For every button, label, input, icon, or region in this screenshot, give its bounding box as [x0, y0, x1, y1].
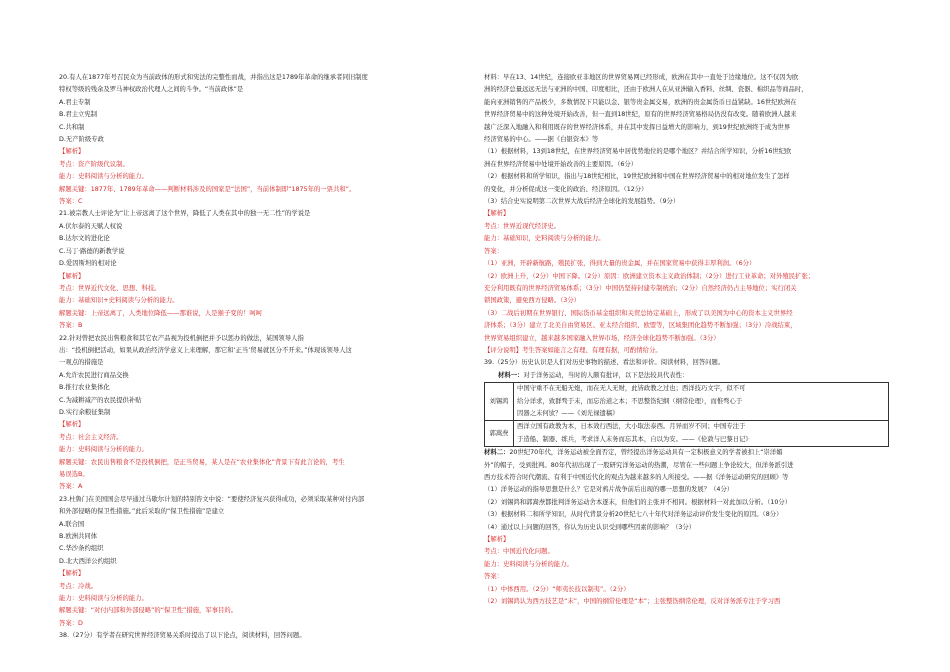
q20-point: 考点：资产阶级代议制。 [59, 160, 129, 168]
q20-analysis-title: 【解析】 [59, 148, 85, 156]
q38-question-line: 洲在世界经济贸易中处境开始改善的主要原因。（6分） [484, 160, 638, 168]
q22-answer: 答案：A [59, 483, 83, 491]
q20-answer: 答案：C [59, 198, 83, 206]
question-22 [59, 333, 471, 494]
q21-solution: 解题关键：上帝远离了，人类地位降低——那谁说，人是猴子变的！呵呵 [59, 309, 263, 317]
material-line: 洲的经济总量远远无法与亚洲的中国、印度相比，还由于欧洲人在从亚洲输入香料、丝绸、瓷器、棉织品等商品时， [484, 86, 808, 94]
q39-material-2 [484, 447, 889, 459]
q21-answer: 答案：B [59, 322, 83, 330]
table-text-line: 因器之末何欤？——《刘光禄遗稿》 [517, 409, 619, 417]
q20-stem-line: 20.有人在1877年号召民众为当前政体的形式和宪法的完整性而战，并指出这是1789年革命的继承者同旧制度 [59, 74, 368, 81]
q38-answer-line: 济体系；（3分）建立了北美自由贸易区、亚太经合组织、欧盟等，区域集团化趋势不断加强；（3分）冷战结束， [484, 322, 797, 330]
q22-stem-line: 一观点的措施是 [59, 359, 104, 367]
q23-analysis-title: 【解析】 [59, 570, 85, 578]
q23-point: 考点：冷战。 [59, 582, 98, 590]
q39-material-table [484, 382, 889, 447]
q21-ability: 能力：基础知识+史料阅读与分析的能力。 [59, 297, 179, 305]
q23-ability: 能力：史料阅读与分析的能力。 [59, 595, 148, 603]
q38-question-line: （3）结合史实说明第二次世界大战后经济全球化的发展趋势。（9分） [484, 198, 680, 206]
table-cell-name: 刘锡鸿 [485, 383, 514, 421]
q39-material-2-line: 20世纪70年代，洋务运动被全面否定，曾经提出洋务运动具有一定积极意义的学者被扣上“崇洋媚 [509, 449, 783, 457]
q39-material-2-line: 外”的帽子，受到批判。80年代初出现了一股研究洋务运动的热潮，尽管在一些问题上争论较大，但洋务派引进 [484, 461, 794, 469]
q23-option-c: C.华沙条约组织 [59, 545, 104, 553]
q38-questions [484, 146, 889, 208]
q23-stem-line: 和外部侵略的保卫性措施。”此后采取的“保卫性措施”是建立 [59, 508, 225, 516]
q39-ability: 能力：史料阅读与分析的能力。 [484, 560, 573, 568]
q39-question-line: （1）洋务运动的指导思想是什么？它是对鸦片战争前后出现的哪一思想的发展？（4分） [484, 486, 734, 494]
q22-analysis-title: 【解析】 [59, 421, 85, 429]
q22-option-b: B.推行农业集体化 [59, 384, 110, 392]
q22-stem-line: 出：“投机倒把活动，如果从政治经济学意义上来理解，那它和‘正当’贸易就区分不开来。”体现该领导人这 [59, 346, 352, 354]
q39-material-1 [484, 370, 889, 382]
table-cell-text [514, 421, 889, 447]
table-row [485, 383, 889, 421]
q38-material [484, 72, 889, 146]
q39-analysis-title: 【解析】 [484, 536, 510, 544]
q39-material-2-title: 材料二： [484, 449, 510, 457]
right-column [484, 72, 889, 608]
material-line: 能向亚洲销售的产品极少，多数情况下只能以金、银等贵金属交易，欧洲的贵金属货币日益紧缺。16世纪欧洲在 [484, 98, 797, 106]
q23-option-d: D.北大西洋公约组织 [59, 557, 117, 565]
q20-option-d: D.无产阶级专政 [59, 136, 104, 144]
q23-stem-line: 23.杜鲁门在美国国会尽早通过马歇尔计划的特别咨文中说：“要使经济复兴获得成功，必须采取某种对付内部 [59, 495, 365, 503]
q21-stem-line: 21.被宗教人士评论为“让上帝远离了这个世界，降低了人类在其中的独一无二性”的学说是 [59, 210, 311, 218]
q38-analysis-title: 【解析】 [484, 210, 510, 218]
q21-option-b: B.达尔文的进化论 [59, 235, 110, 243]
q39-answer-title: 答案： [484, 573, 504, 581]
q39-question-line: （2）刘锡鸿和郭嵩焘都批判洋务运动舍本逐末，但他们的主张并不相同。根据材料一对此加以分析。（10分） [484, 498, 792, 506]
q39-answer-line: （1）中体西用。（2分）“师夷长技以制夷”。（2分） [484, 585, 630, 593]
q39-material-1-title: 材料一： [498, 371, 524, 379]
q38-answer-line: 充分利用既有的世界经济贸易体系；（3分）中国仍坚持封建专制统治；（2分）自然经济仍占主导地位；实行闭关 [484, 284, 797, 292]
q39-question-line: （3）根据材料二和所学知识，从时代背景分析20世纪七八十年代对洋务运动评价发生变化的原因。（8分） [484, 511, 783, 519]
table-row [485, 421, 889, 447]
q22-ability: 能力：史料阅读与分析的能力。 [59, 446, 148, 454]
q38-stem: 38.（27分）有学者在研究世界经济贸易关系时提出了以下论点，阅读材料，回答问题。 [59, 632, 306, 640]
question-21 [59, 208, 471, 332]
q39-answer-line: （2）刘锡鸿认为西方技艺是“末”，中国的纲常伦理是“本”；主张整饬纲常伦理，反对洋务派专注于学习西 [484, 598, 781, 606]
q20-option-a: A.君主专制 [59, 98, 91, 106]
q23-option-a: A.联合国 [59, 520, 85, 528]
table-cell-text [514, 383, 889, 421]
q38-scoring-comment: 【评分说明】考生答案如能言之有理、有理有据，可酌情给分。 [484, 346, 662, 354]
q38-point: 考点：世界近现代经济史。 [484, 222, 561, 230]
q23-answer: 答案：D [59, 619, 83, 627]
question-23 [59, 494, 471, 630]
q22-option-c: C.为减耕减产的农民提供补贴 [59, 396, 142, 404]
q38-answer-title: 答案： [484, 247, 504, 255]
q38-ability: 能力：基础知识，史料阅读与分析的能力。 [484, 235, 605, 243]
q22-solution-line: 解题关键：农民出售粮食不是投机倒把，是正当贸易，某人是在“农业集体化”背景下有此言论的，考生 [59, 458, 345, 466]
q39-question-line: （4）通过以上问题的回答，你认为历史认识受到哪些因素的影响？（3分） [484, 523, 696, 531]
q22-option-a: A.允许农民进行商品交换 [59, 371, 129, 379]
q21-option-c: C.马丁·路德的新教学说 [59, 247, 125, 255]
q38-answer-line: 锁国政策，避免西方侵略。（3分） [484, 297, 581, 305]
q38-question-line: （2）根据材料和所学知识，指出与18世纪相比，19世纪欧洲和中国在世界经济贸易中的相对地位发生了怎样 [484, 173, 790, 181]
q39-stem: 39.（25分）历史认识是人们对历史事物的描述、看法和评价。阅读材料，回答问题。 [484, 359, 725, 367]
q21-point: 考点：世界近代文化、思想、科技。 [59, 284, 161, 292]
q38-analysis [484, 208, 889, 357]
q21-analysis-title: 【解析】 [59, 272, 85, 280]
question-39 [484, 357, 889, 608]
q20-solution: 解题关键：1877年、1789年革命——判断材料涉及的国家是“法国”，当前体制即“1875年的一票共和”。 [59, 185, 356, 193]
q20-option-b: B.君主立宪制 [59, 111, 98, 119]
q20-stem-line: 特权等级的残余及罗马神权政治代理人之间的斗争。“当前政体”是 [59, 86, 244, 94]
question-20 [59, 72, 471, 208]
material-line: 世界经济贸易中的这种处境开始改善，但一直到18世纪，原有的世界经济贸易格局仍没有改变。随着欧洲人越来 [484, 111, 797, 119]
q39-point: 考点：中国近代化问题。 [484, 548, 554, 556]
q38-question-line: （1）根据材料，13到18世纪，在世界经济贸易中居优势地位的是哪个地区？并结合所学知识，分析16世纪欧 [484, 148, 792, 156]
table-text-line: 于造船、制器、练兵，考求洋人末务而忘其本，自以为安。——《伦敦与巴黎日记》 [517, 435, 752, 443]
q38-question-line: 的变化，并分析促成这一变化的政治、经济原因。（12分） [484, 185, 648, 193]
q23-solution: 解题关键：“对付内部和外部侵略”的“保卫性”措施，军事目的。 [59, 607, 238, 615]
q22-option-d: D.实行余粮征集制 [59, 408, 111, 416]
q20-ability: 能力：史料阅读与分析的能力。 [59, 173, 148, 181]
material-line: 材料：早在13、14世纪，连接欧亚非地区的世界贸易网已经形成，欧洲在其中一直处于边缘地位。这不仅因为欧 [484, 74, 799, 81]
q21-option-a: A.伏尔泰的天赋人权说 [59, 222, 123, 230]
left-column [59, 72, 471, 643]
table-cell-name: 郭嵩焘 [485, 421, 514, 447]
q23-option-b: B.欧洲共同体 [59, 533, 98, 541]
q20-option-c: C.共和制 [59, 123, 85, 131]
q21-option-d: D.爱因斯坦的相对论 [59, 260, 117, 268]
material-line: 越广泛深入地融入和利用既存的世界经济体系，并在其中发挥日益增大的影响力，到19世纪欧洲终于成为世界 [484, 123, 791, 131]
q38-answer-line: （2）欧洲上升，（2分）中国下降。（2分）原因：欧洲建立资本主义政治体制；（2分）进行工业革命；对外殖民扩张； [484, 272, 815, 280]
q39-material-1-text: 对于洋务运动，当时的人颇有批评，以下是法较具代表性： [523, 371, 689, 379]
q22-solution-line: 易误选B。 [59, 471, 89, 478]
table-text-line: 给分详求，致群骛于末，而忘治道之本；不思整饬纪纲（纲常伦理），而惟骛心于 [517, 397, 743, 405]
q39-material-2-line: 西方技术符合时代潮流、有利于中国近代化的观点为越来越多的人所接受。——据《洋务运动研究的回顾》等 [484, 474, 789, 481]
q38-answer-line: （1）亚洲，开辟新航路，殖民扩张，得到大量的贵金属，并在国家贸易中获得丰厚利润。（6分） [484, 260, 756, 268]
q38-answer-line: 世界贸易组织建立，越来越多国家融入世界市场，经济全球化趋势不断加强。（3分） [484, 334, 720, 342]
table-text-line: 西洋立国有政教为本，日本效行西法，大小取法泰西。月异而岁不同；中国专注于 [517, 423, 746, 431]
table-text-line: 中国守重不在无船无炮，而在无人无财，此皆政教之过也；西洋技巧文字，似不可 [517, 385, 746, 393]
q38-answer-line: （3）二战后初期在世界银行、国际货币基金组织和关贸总协定基础上，形成了以美国为中心的资本主义世界经 [484, 309, 793, 317]
material-line: 经济贸易的中心。——据《白银资本》等 [484, 136, 599, 144]
q22-point: 考点：社会主义经济。 [59, 433, 123, 441]
q22-stem-line: 22.针对曾把农民出售粮食和其它农产品视为投机倒把并予以惩办的做法，某国领导人指 [59, 334, 304, 342]
